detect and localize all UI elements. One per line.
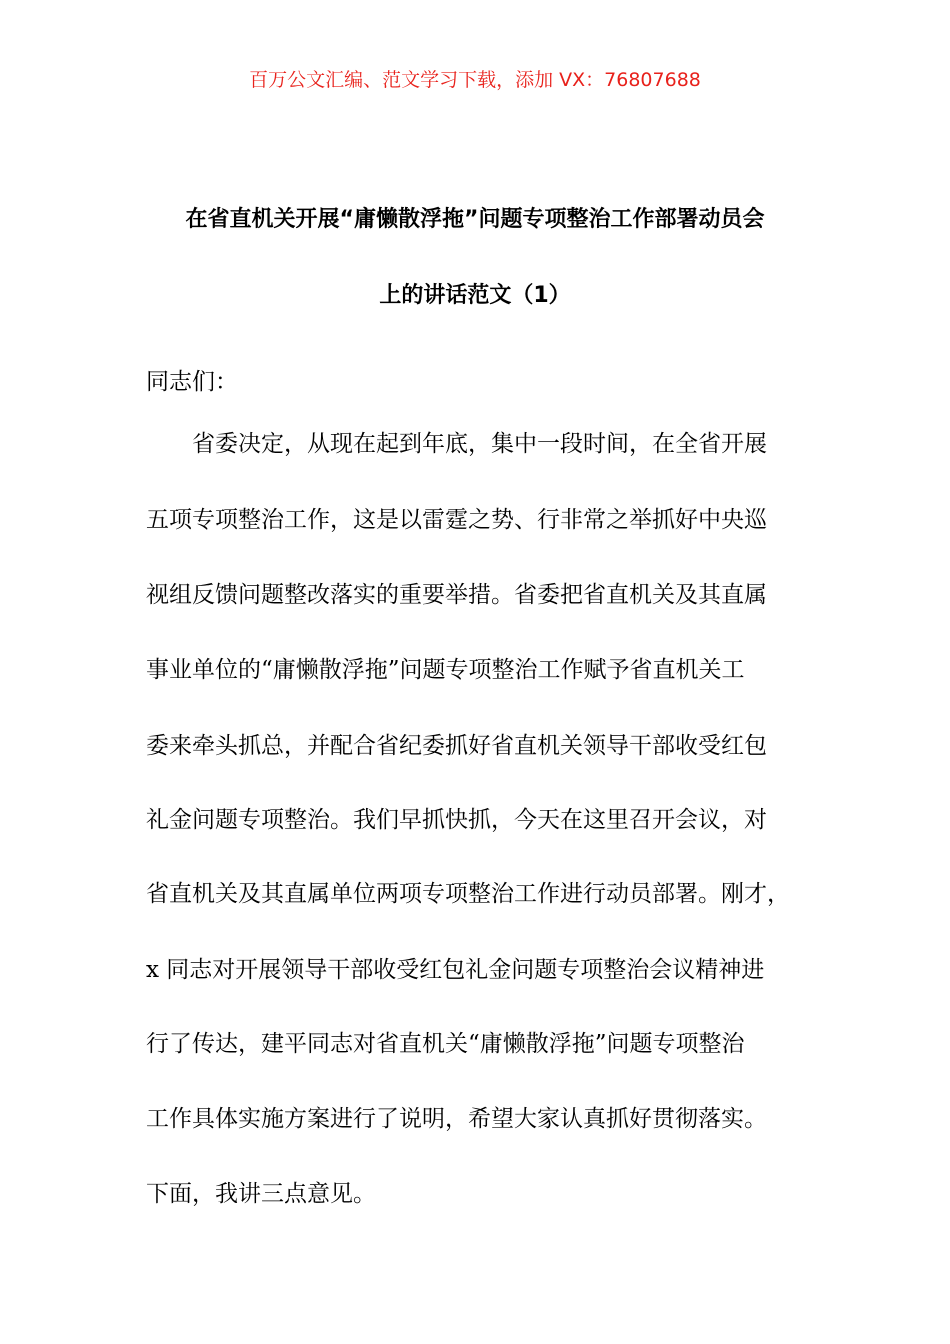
salutation: 同志们： [146,369,238,395]
paragraph-line: 事业单位的“庸懒散浮拖”问题专项整治工作赋予省直机关工 [146,657,745,683]
title-line-1: 在省直机关开展“庸懒散浮拖”问题专项整治工作部署动员会 [185,207,765,232]
paragraph-line: 委来牵头抓总，并配合省纪委抓好省直机关领导干部收受红包 [146,733,767,759]
paragraph-line: 工作具体实施方案进行了说明，希望大家认真抓好贯彻落实。 [146,1106,767,1132]
paragraph-line: 行了传达，建平同志对省直机关“庸懒散浮拖”问题专项整治 [146,1031,745,1057]
paragraph-line: 礼金问题专项整治。我们早抓快抓，今天在这里召开会议，对 [146,807,767,833]
header-watermark-note: 百万公文汇编、范文学习下载，添加 VX：76807688 [249,69,701,91]
paragraph-line: 视组反馈问题整改落实的重要举措。省委把省直机关及其直属 [146,582,767,608]
paragraph-line: 五项专项整治工作，这是以雷霆之势、行非常之举抓好中央巡 [146,507,767,533]
paragraph-line: 省委决定，从现在起到年底，集中一段时间，在全省开展 [146,431,767,457]
paragraph-line: x 同志对开展领导干部收受红包礼金问题专项整治会议精神进 [146,957,765,983]
paragraph-line: 下面，我讲三点意见。 [146,1181,376,1207]
paragraph-line: 省直机关及其直属单位两项专项整治工作进行动员部署。刚才， [146,881,790,907]
title-line-2: 上的讲话范文（1） [379,283,571,308]
